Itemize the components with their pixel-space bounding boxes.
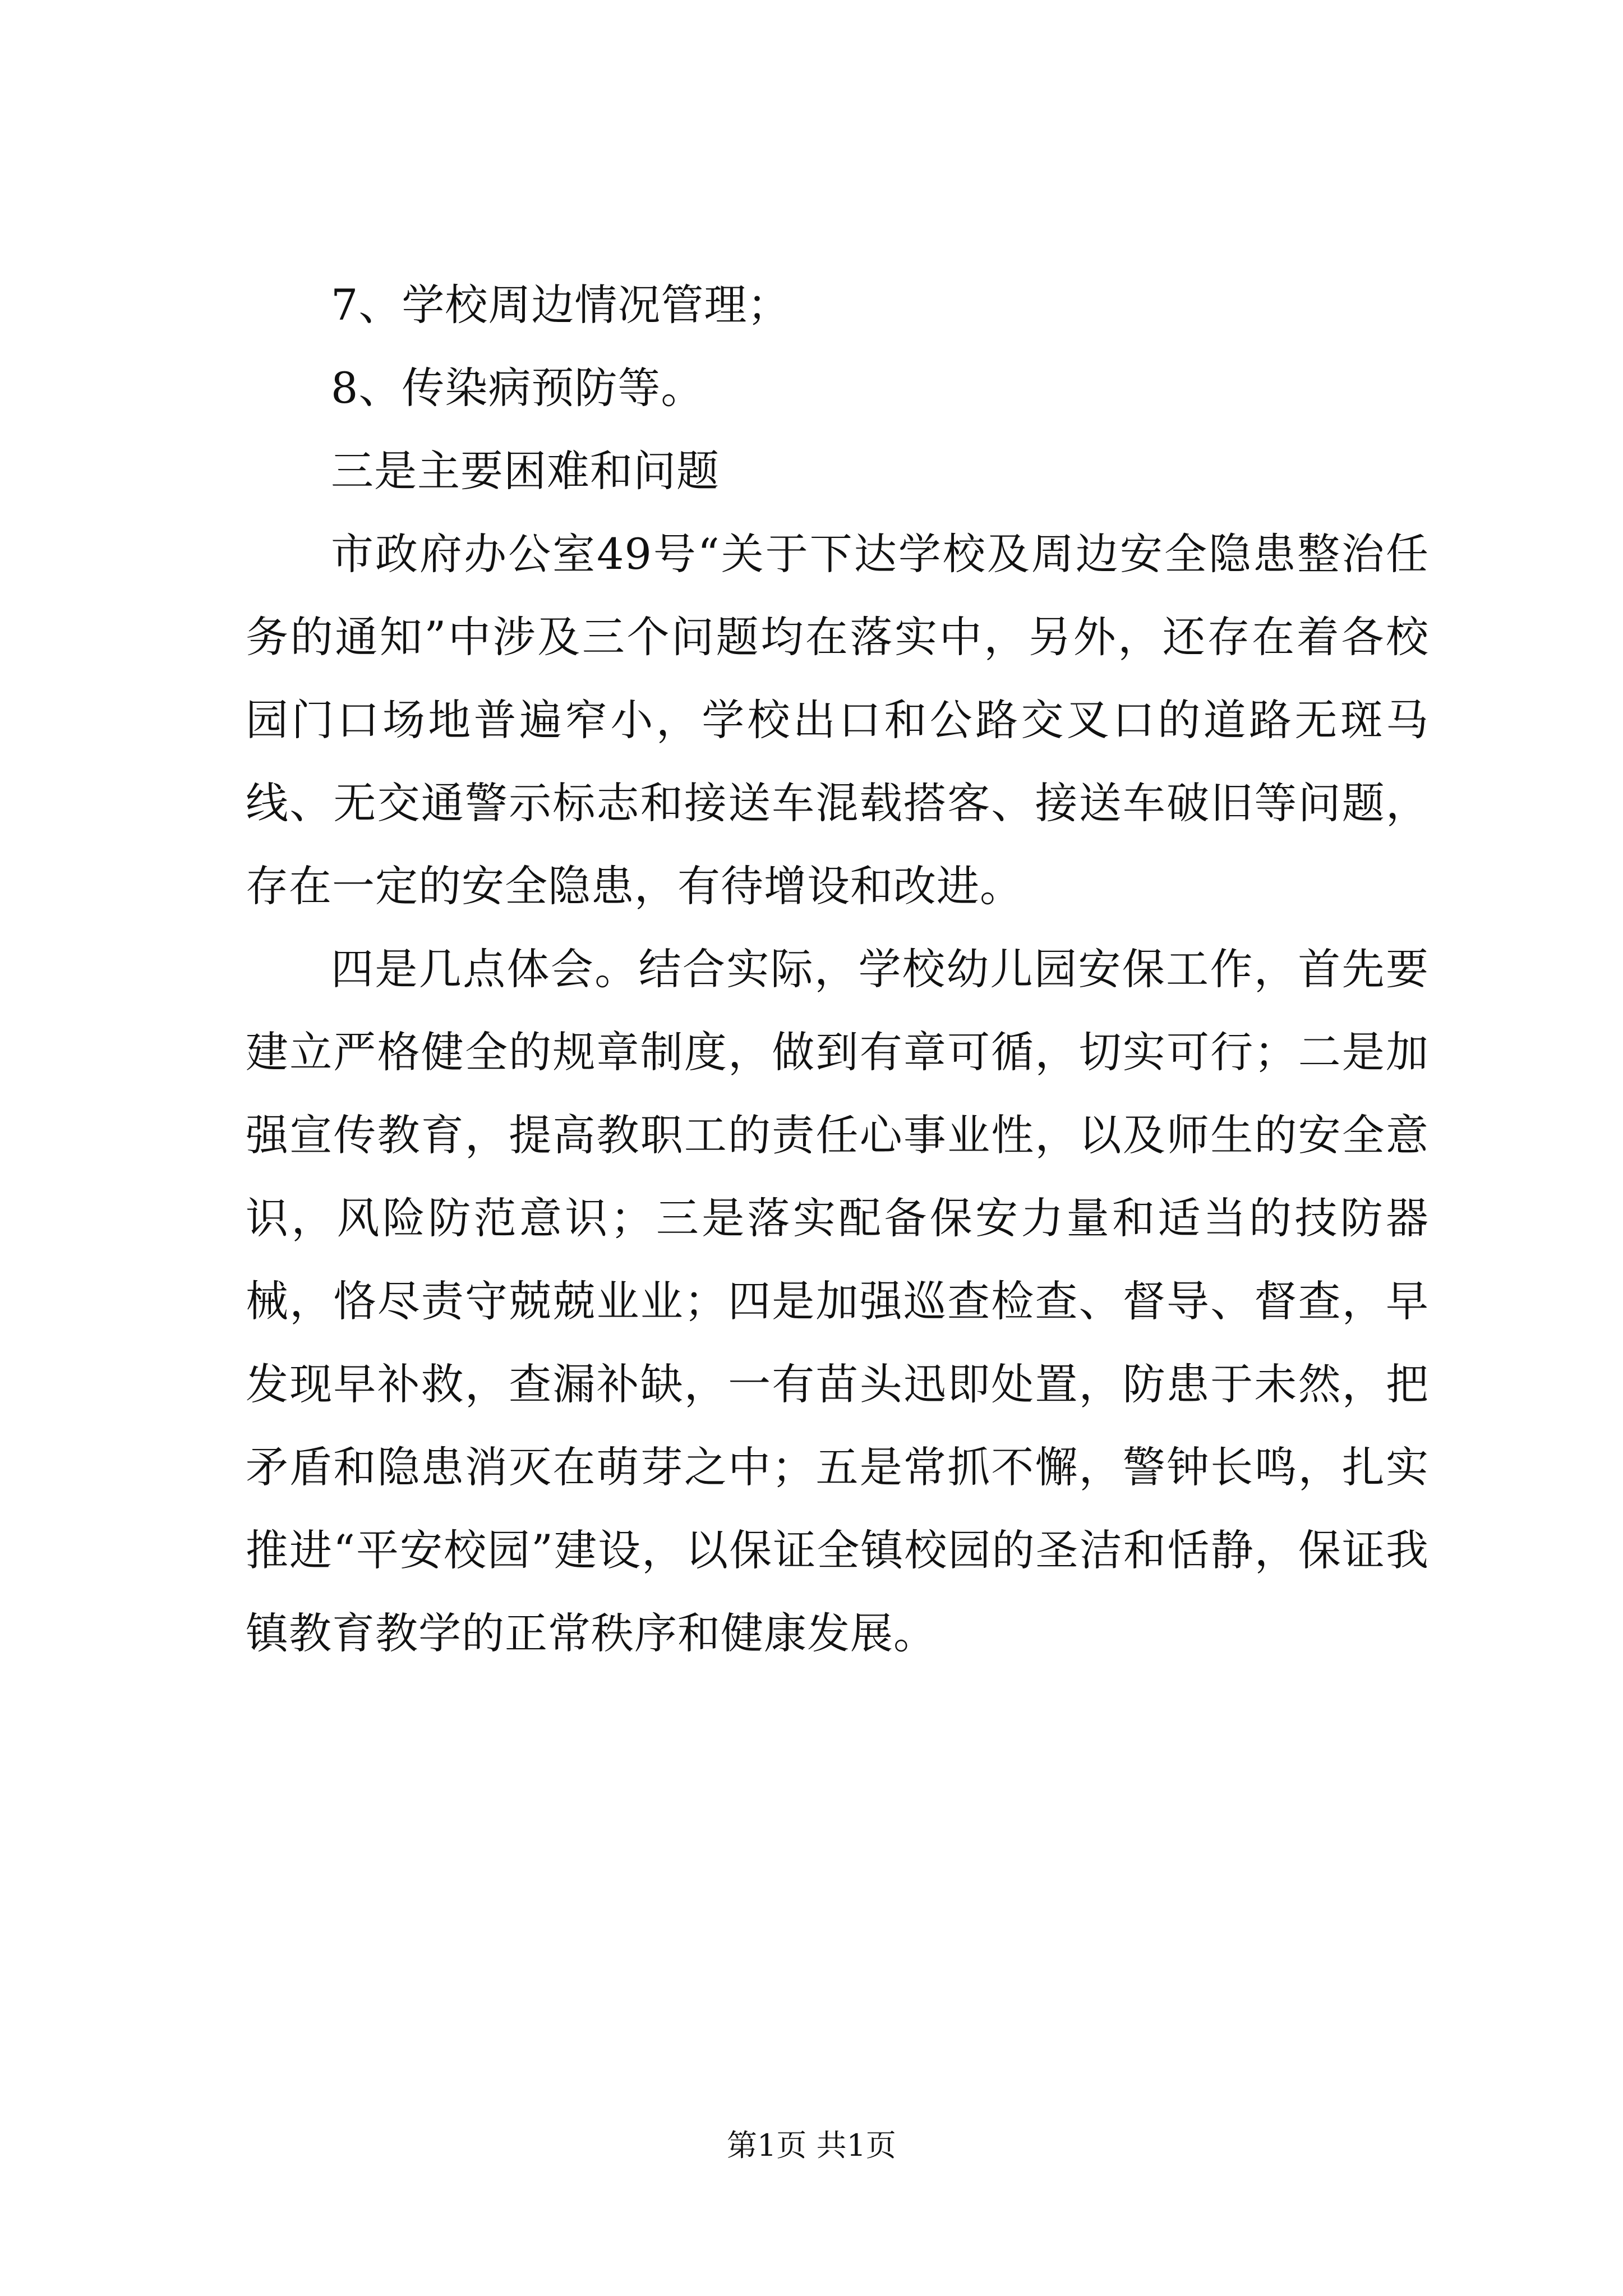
paragraph-experience: 四是几点体会。结合实际，学校幼儿园安保工作，首先要建立严格健全的规章制度，做到有章可循，切实可行；二是加强宣传教育，提高教职工的责任心事业性，以及师生的安全意识，风险防范意识；三是落实配备保安力量和适当的技防器械，恪尽责守兢兢业业；四是加强巡查检查、督导、督查，早发现早补救，查漏补缺，一有苗头迅即处置，防患于未然，把矛盾和隐患消灭在萌芽之中；五是常抓不懈，警钟长鸣，扎实推进“平安校园”建设，以保证全镇校园的圣洁和恬静，保证我镇教育教学的正常秩序和健康发展。 (246, 944, 1429, 1658)
list-item-7: 7、学校周边情况管理； (331, 280, 791, 330)
paragraph-problems: 市政府办公室49号“关于下达学校及周边安全隐患整治任务的通知”中涉及三个问题均在落实中，另外，还存在着各校园门口场地普遍窄小，学校出口和公路交叉口的道路无斑马线、无交通警示标志和接送车混载搭客、接送车破旧等问题，存在一定的安全隐患，有待增设和改进。 (246, 529, 1429, 911)
list-item-8: 8、传染病预防等。 (331, 363, 704, 413)
section-heading: 三是主要困难和问题 (331, 446, 720, 496)
document-body (246, 264, 1429, 1675)
page-footer: 第1页 共1页 (727, 2128, 896, 2163)
